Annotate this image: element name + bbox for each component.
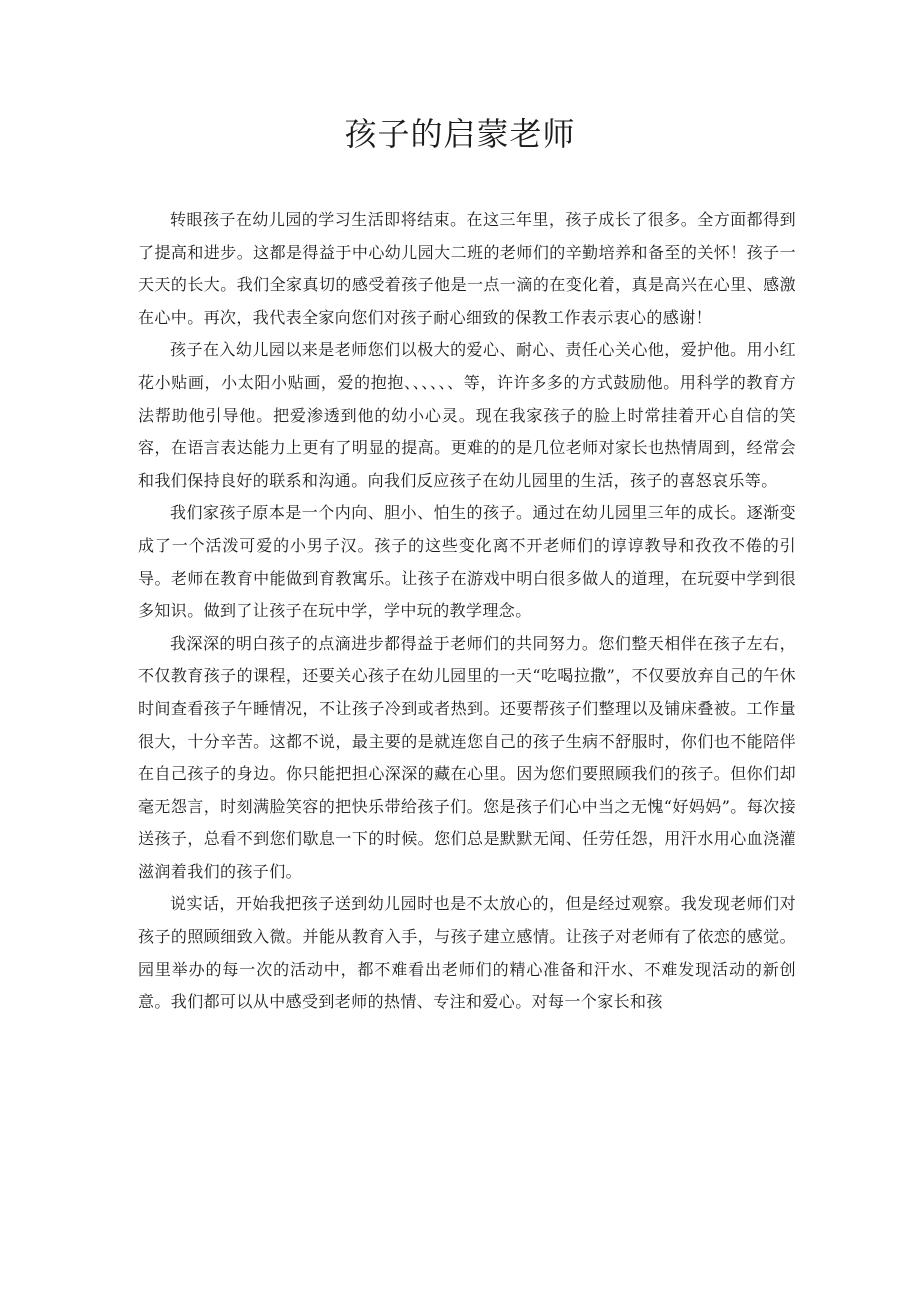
document-title: 孩子的启蒙老师 xyxy=(344,115,576,153)
paragraph-5: 说实话，开始我把孩子送到幼儿园时也是不太放心的，但是经过观察。我发现老师们对孩子的照顾细致入微。并能从教育入手，与孩子建立感情。让孩子对老师有了依恋的感觉。园里举办的每一次的活动中，都不难看出老师们的精心准备和汗水、不难发现活动的新创意。我们都可以从中感受到老师的热情、专注和爱心。对每一个家长和孩 xyxy=(138,894,796,1012)
document-body xyxy=(138,204,796,1019)
paragraph-1: 转眼孩子在幼儿园的学习生活即将结束。在这三年里，孩子成长了很多。全方面都得到了提高和进步。这都是得益于中心幼儿园大二班的老师们的辛勤培养和备至的关怀！孩子一天天的长大。我们全家真切的感受着孩子他是一点一滴的在变化着，真是高兴在心里、感激在心中。再次，我代表全家向您们对孩子耐心细致的保教工作表示衷心的感谢！ xyxy=(138,210,796,327)
paragraph-3: 我们家孩子原本是一个内向、胆小、怕生的孩子。通过在幼儿园里三年的成长。逐渐变成了一个活泼可爱的小男子汉。孩子的这些变化离不开老师们的谆谆教导和孜孜不倦的引导。老师在教育中能做到育教寓乐。让孩子在游戏中明白很多做人的道理，在玩耍中学到很多知识。做到了让孩子在玩中学，学中玩的教学理念。 xyxy=(138,503,796,621)
paragraph-2: 孩子在入幼儿园以来是老师您们以极大的爱心、耐心、责任心关心他，爱护他。用小红花小贴画，小太阳小贴画，爱的抱抱、、、、、、等，许许多多的方式鼓励他。用科学的教育方法帮助他引导他。把爱渗透到他的幼小心灵。现在我家孩子的脸上时常挂着开心自信的笑容，在语言表达能力上更有了明显的提高。更难的的是几位老师对家长也热情周到，经常会和我们保持良好的联系和沟通。向我们反应孩子在幼儿园里的生活，孩子的喜怒哀乐等。 xyxy=(138,340,796,490)
paragraph-4: 我深深的明白孩子的点滴进步都得益于老师们的共同努力。您们整天相伴在孩子左右，不仅教育孩子的课程，还要关心孩子在幼儿园里的一天“吃喝拉撒”，不仅要放弃自己的午休时间查看孩子午睡情况，不让孩子冷到或者热到。还要帮孩子们整理以及铺床叠被。工作量很大，十分辛苦。这都不说，最主要的是就连您自己的孩子生病不舒服时，你们也不能陪伴在自己孩子的身边。你只能把担心深深的藏在心里。因为您们要照顾我们的孩子。但你们却毫无怨言，时刻满脸笑容的把快乐带给孩子们。您是孩子们心中当之无愧“好妈妈”。每次接送孩子，总看不到您们歇息一下的时候。您们总是默默无闻、任劳任怨，用汗水用心血浇灌滋润着我们的孩子们。 xyxy=(138,633,796,881)
